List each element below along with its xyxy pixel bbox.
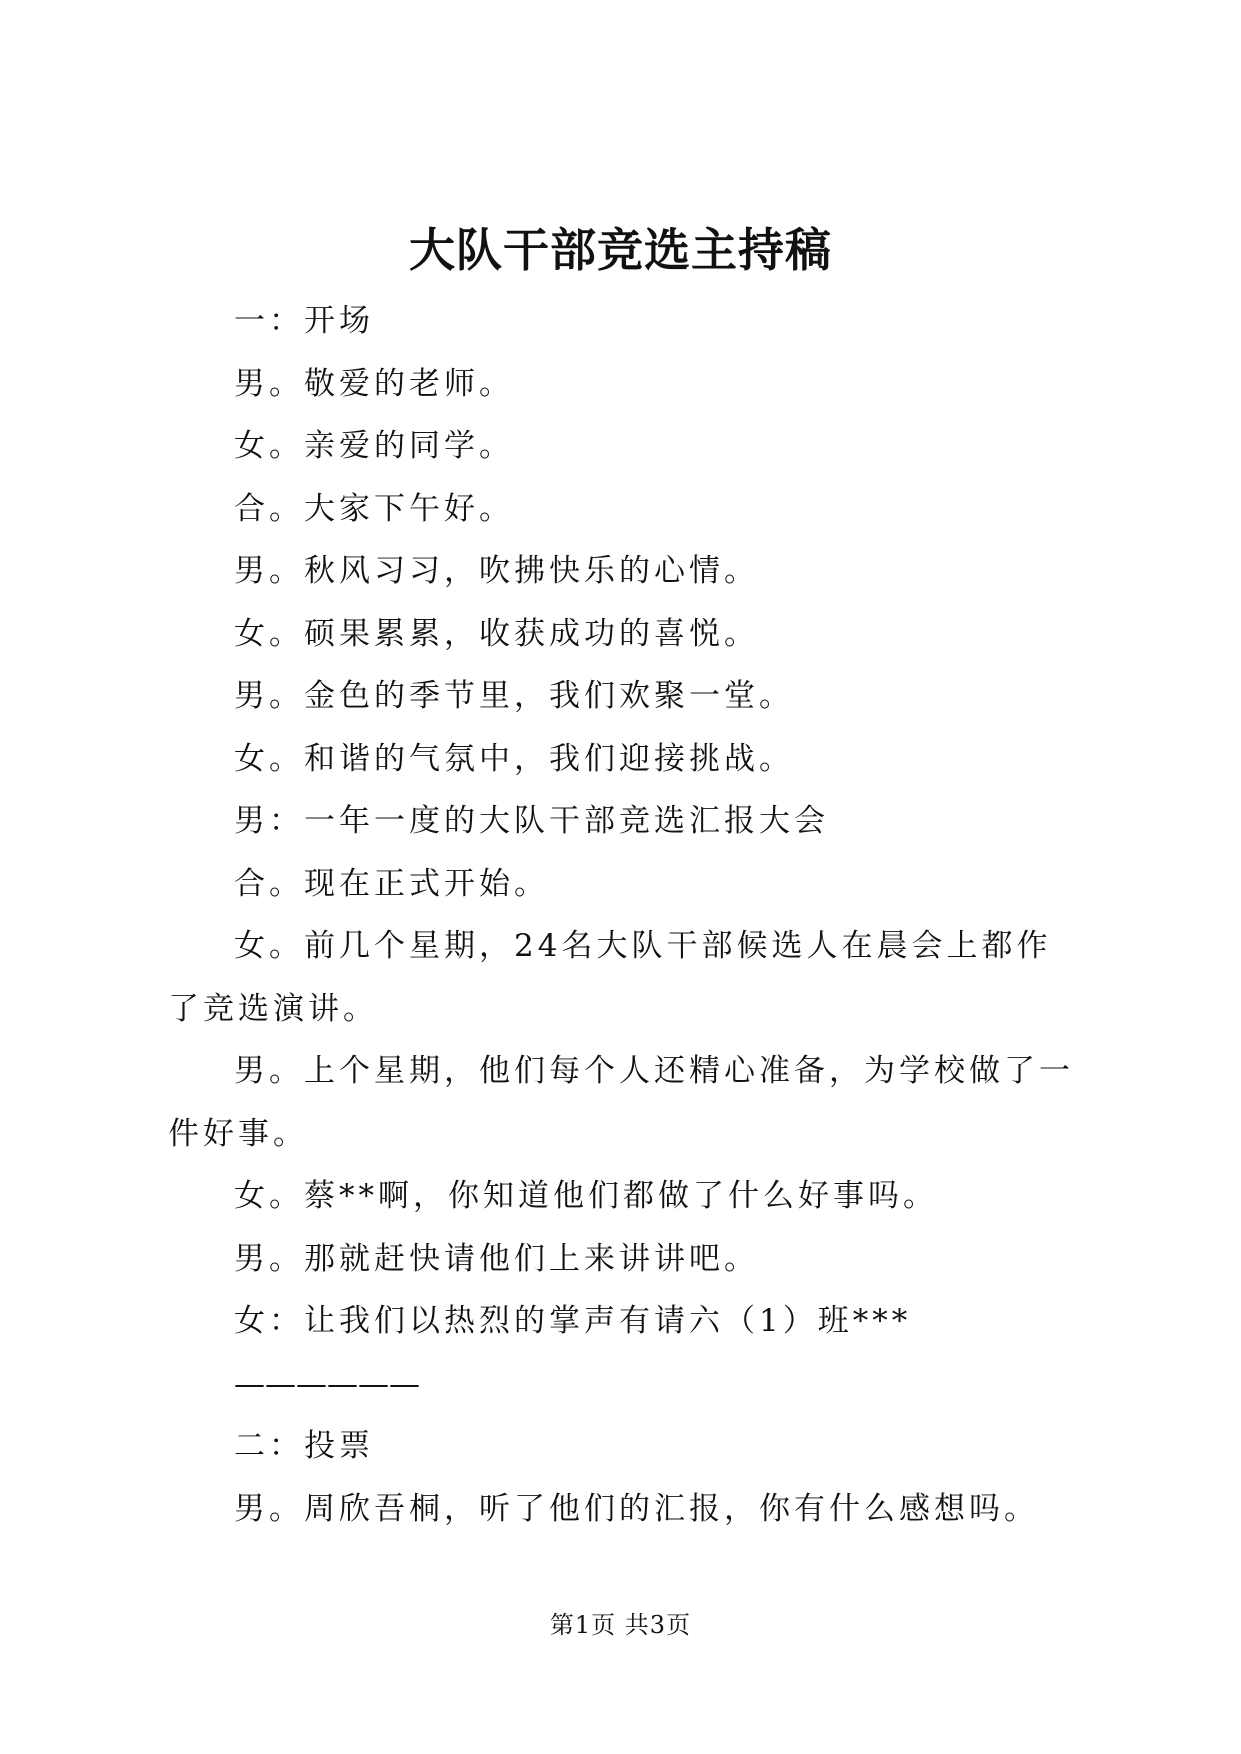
paragraph: 女：让我们以热烈的掌声有请六（1）班***: [234, 1303, 912, 1339]
page-footer: 第1页 共3页: [549, 1611, 692, 1639]
paragraph: 女。前几个星期，24名大队干部候选人在晨会上都作了竞选演讲。: [168, 928, 1052, 1027]
paragraph: 合。大家下午好。: [234, 490, 514, 527]
paragraph: 女。亲爱的同学。: [234, 428, 514, 464]
separator-line: ——————: [234, 1365, 420, 1402]
paragraph: 合。现在正式开始。: [234, 865, 549, 902]
paragraph: 女。蔡**啊，你知道他们都做了什么好事吗。: [234, 1178, 938, 1214]
paragraph: 男：一年一度的大队干部竞选汇报大会: [234, 803, 829, 839]
paragraph: 一：开场: [234, 303, 374, 339]
document-title: 大队干部竞选主持稿: [409, 223, 832, 277]
paragraph: 男。秋风习习，吹拂快乐的心情。: [234, 553, 759, 589]
document-body: [168, 290, 1078, 1540]
paragraph: 女。和谐的气氛中，我们迎接挑战。: [234, 740, 794, 777]
paragraph: 男。周欣吾桐，听了他们的汇报，你有什么感想吗。: [234, 1490, 1039, 1527]
paragraph: 男。上个星期，他们每个人还精心准备，为学校做了一件好事。: [168, 1053, 1074, 1152]
paragraph: 男。敬爱的老师。: [234, 365, 514, 402]
paragraph: 女。硕果累累，收获成功的喜悦。: [234, 615, 759, 652]
paragraph: 男。金色的季节里，我们欢聚一堂。: [234, 678, 794, 714]
paragraph: 二：投票: [234, 1428, 374, 1464]
paragraph: 男。那就赶快请他们上来讲讲吧。: [234, 1240, 759, 1277]
